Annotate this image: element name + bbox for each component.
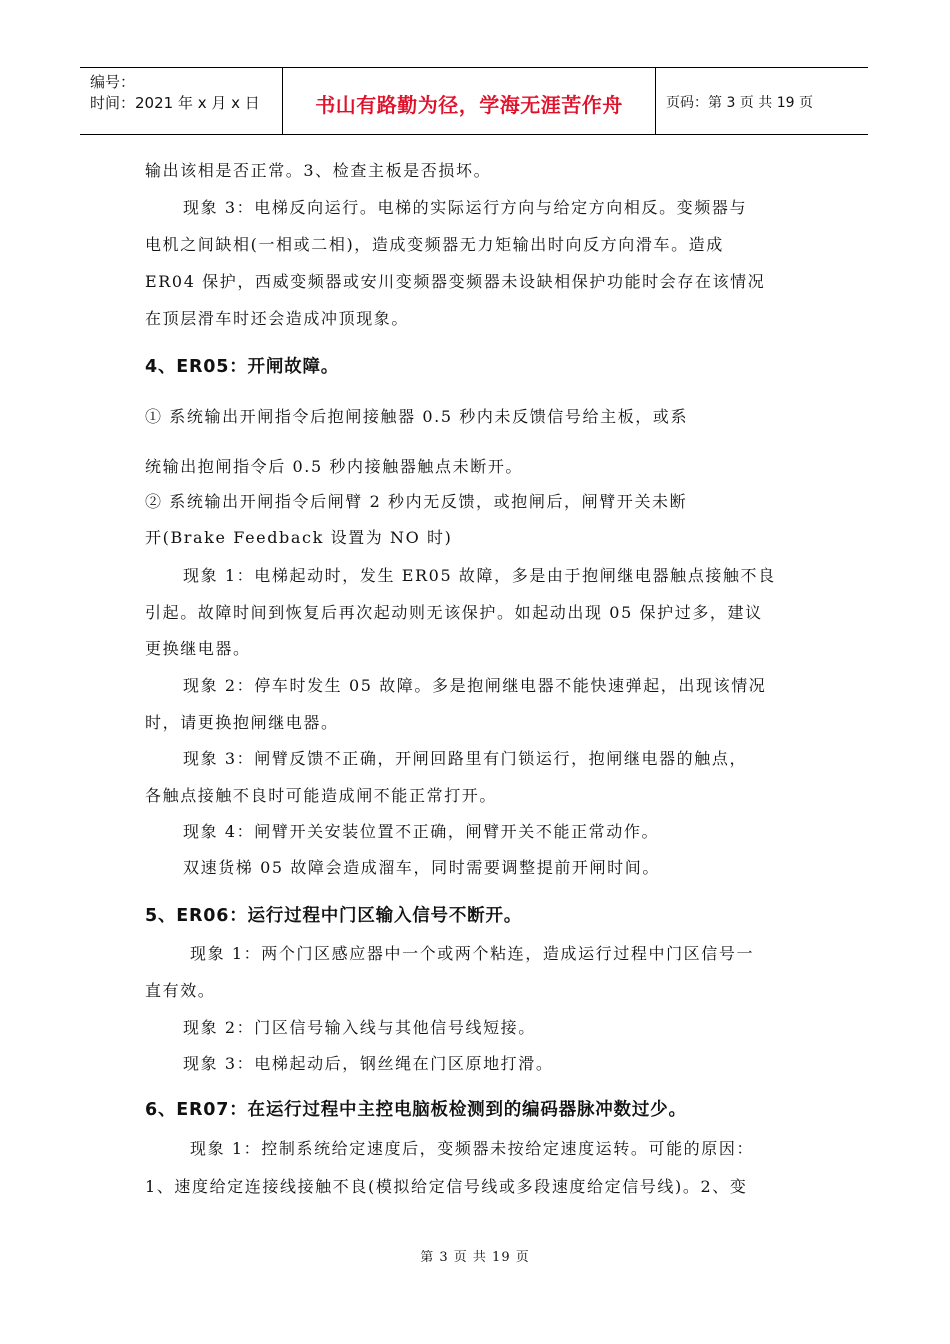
body-line: 在顶层滑车时还会造成冲顶现象。 (145, 309, 410, 328)
body-line: 开(Brake Feedback 设置为 NO 时) (145, 528, 453, 547)
body-line: 双速货梯 05 故障会造成溜车，同时需要调整提前开闸时间。 (183, 858, 660, 877)
body-line: 现象 4：闸臂开关安装位置不正确，闸臂开关不能正常动作。 (183, 822, 660, 841)
body-line: 时，请更换抱闸继电器。 (145, 713, 339, 732)
page-footer: 第 3 页 共 19 页 (420, 1250, 530, 1265)
header-page-label: 页码：第 3 页 共 19 页 (666, 95, 813, 111)
body-line: 现象 2：门区信号输入线与其他信号线短接。 (183, 1018, 536, 1037)
header-motto: 书山有路勤为径，学海无涯苦作舟 (283, 68, 656, 134)
section-heading-er07: 6、ER07：在运行过程中主控电脑板检测到的编码器脉冲数过少。 (145, 1100, 687, 1120)
body-line: 现象 1：控制系统给定速度后，变频器未按给定速度运转。可能的原因： (190, 1139, 755, 1158)
body-line: 输出该相是否正常。3、检查主板是否损坏。 (145, 161, 492, 180)
body-line: 1、速度给定连接线接触不良(模拟给定信号线或多段速度给定信号线)。2、变 (145, 1177, 748, 1196)
body-line: 现象 3：电梯起动后，钢丝绳在门区原地打滑。 (183, 1054, 554, 1073)
section-heading-er06: 5、ER06：运行过程中门区输入信号不断开。 (145, 906, 523, 926)
body-line: 各触点接触不良时可能造成闸不能正常打开。 (145, 786, 498, 805)
document-time-label: 时间：2021 年 x 月 x 日 (90, 94, 260, 112)
body-line: 现象 3：闸臂反馈不正确，开闸回路里有门锁运行，抱闸继电器的触点， (183, 749, 748, 768)
body-line: 统输出抱闸指令后 0.5 秒内接触器触点未断开。 (145, 457, 524, 476)
body-line: 现象 1：两个门区感应器中一个或两个粘连，造成运行过程中门区信号一 (190, 944, 755, 963)
document-number-label: 编号： (90, 73, 136, 91)
body-line: 引起。故障时间到恢复后再次起动则无该保护。如起动出现 05 保护过多，建议 (145, 603, 763, 622)
body-line: ② 系统输出开闸指令后闸臂 2 秒内无反馈，或抱闸后，闸臂开关未断 (145, 492, 688, 511)
page-header (80, 67, 868, 135)
body-line: 现象 1：电梯起动时，发生 ER05 故障，多是由于抱闸继电器触点接触不良 (183, 566, 776, 585)
body-line: 电机之间缺相(一相或二相)，造成变频器无力矩输出时向反方向滑车。造成 (145, 235, 724, 254)
body-line: 现象 3：电梯反向运行。电梯的实际运行方向与给定方向相反。变频器与 (183, 198, 748, 217)
body-line: 现象 2：停车时发生 05 故障。多是抱闸继电器不能快速弹起，出现该情况 (183, 676, 767, 695)
section-heading-er05: 4、ER05：开闸故障。 (145, 357, 340, 377)
header-left-cell (80, 68, 283, 134)
body-line: ① 系统输出开闸指令后抱闸接触器 0.5 秒内未反馈信号给主板，或系 (145, 407, 689, 426)
body-line: 直有效。 (145, 981, 216, 1000)
body-line: 更换继电器。 (145, 639, 251, 658)
body-line: ER04 保护，西威变频器或安川变频器变频器未设缺相保护功能时会存在该情况 (145, 272, 766, 291)
